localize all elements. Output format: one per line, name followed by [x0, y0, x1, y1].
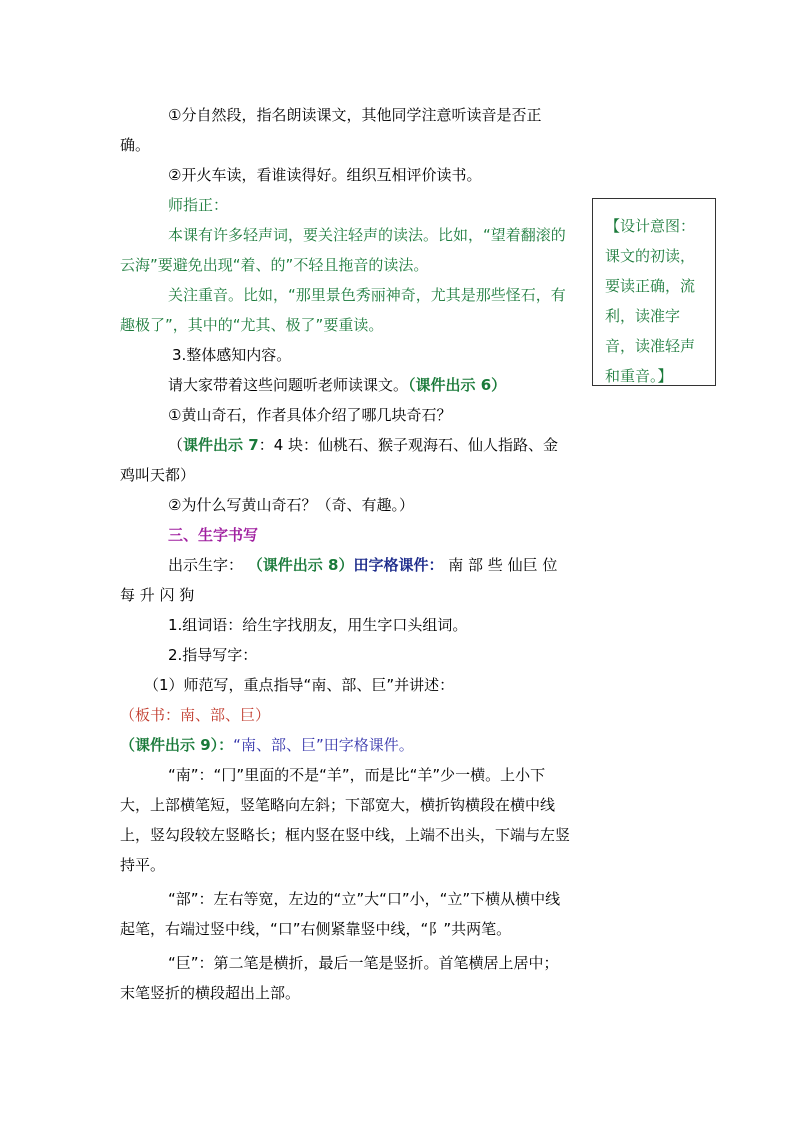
- grid-courseware-label: 田字格课件：: [353, 556, 444, 574]
- courseware-9-line: [120, 730, 570, 760]
- char-ju-guide: “巨”：第二笔是横折，最后一笔是竖折。首笔横居上居中；末笔竖折的横段超出上部。: [120, 954, 559, 1002]
- courseware-7-text: ：4 块：仙桃石、猴子观海石、仙人指路、金鸡叫天都）: [120, 436, 559, 484]
- section-3-heading: 三、生字书写: [168, 526, 259, 544]
- courseware-8-label: （课件出示 8）: [247, 556, 354, 574]
- courseware-9-label: （课件出示 9）：: [120, 736, 234, 754]
- step-1-text: ①分自然段，指名朗读课文，其他同学注意听读音是否正确。: [120, 106, 542, 154]
- listen-instruction-text: 请大家带着这些问题听老师读课文。: [168, 376, 409, 394]
- main-column: [120, 100, 570, 1008]
- blackboard-note: （板书：南、部、巨）: [120, 706, 271, 724]
- courseware-6-label: （课件出示 6）: [408, 376, 507, 394]
- teacher-demo: （1）师范写，重点指导“南、部、巨”并讲述：: [144, 676, 455, 694]
- step-3-heading: 3.整体感知内容。: [172, 346, 292, 364]
- design-intent-box: [592, 198, 716, 386]
- step-words: 1.组词语：给生字找朋友，用生字口头组词。: [168, 616, 468, 634]
- step-writing: 2.指导写字：: [168, 646, 258, 664]
- courseware-7-answer: [120, 430, 570, 490]
- new-characters-line: [120, 550, 570, 610]
- listen-instruction: [120, 370, 570, 400]
- char-bu-guide: “部”：左右等宽，左边的“立”大“口”小，“立”下横从横中线起笔，右端过竖中线，“口”右侧紧靠竖中线，“阝”共两笔。: [120, 890, 561, 938]
- question-2: ②为什么写黄山奇石？（奇、有趣。）: [168, 496, 414, 514]
- question-1: ①黄山奇石，作者具体介绍了哪几块奇石？: [168, 406, 452, 424]
- step-2-text: ②开火车读，看谁读得好。组织互相评价读书。: [168, 166, 482, 184]
- show-characters-label: 出示生字：: [168, 556, 244, 574]
- character-list: 南 部 些 仙巨 位 每 升 闪 狗: [120, 556, 558, 604]
- teacher-correction-heading: 师指正：: [168, 196, 229, 214]
- light-tone-note: 本课有许多轻声词，要关注轻声的读法。比如，“望着翻滚的云海”要避免出现“着、的”不轻且拖音的读法。: [120, 226, 566, 274]
- stress-note: 关注重音。比如，“那里景色秀丽神奇，尤其是那些怪石，有趣极了”，其中的“尤其、极了”要重读。: [120, 286, 566, 334]
- char-nan-guide: “南”：“冂”里面的不是“羊”，而是比“羊”少一横。上小下大，上部横笔短，竖笔略向左斜；下部宽大，横折钩横段在横中线上，竖勾段较左竖略长；框内竖在竖中线，上端不出头，下端与左竖持平。: [120, 766, 571, 874]
- design-intent-text: 【设计意图：课文的初读，要读正确，流利，读准字音，读准轻声和重音。】: [605, 217, 696, 385]
- courseware-7-label: 课件出示 7: [183, 436, 259, 454]
- courseware-9-text: “南、部、巨”田字格课件。: [233, 736, 414, 754]
- paren-open: （: [168, 436, 184, 454]
